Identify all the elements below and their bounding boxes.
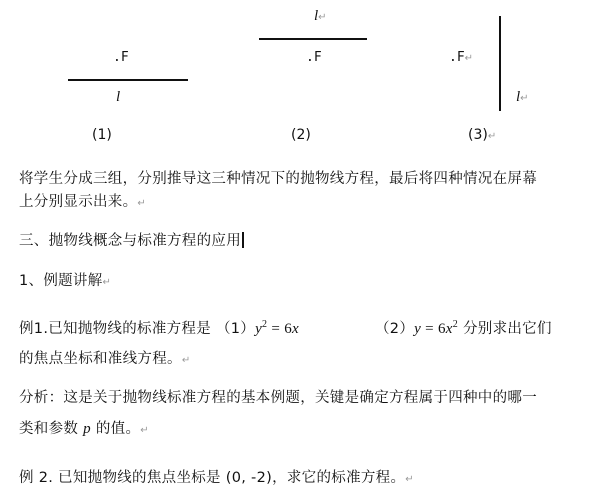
eq1-exp: 2 — [262, 319, 268, 330]
analysis-param-p: p — [83, 421, 91, 437]
example1-mid: （2） — [375, 321, 415, 337]
example1-equation1 — [255, 321, 299, 337]
figure3-caption-text: (3) — [468, 127, 488, 143]
eq2-x: x — [445, 321, 453, 337]
analysis-line1: 分析：这是关于抛物线标准方程的基本例题，关键是确定方程属于四种中的哪一 — [19, 390, 537, 406]
analysis-line2 — [19, 417, 149, 438]
section-heading — [19, 229, 244, 250]
figure1-caption: (1) — [92, 127, 112, 143]
eq1-y: y — [255, 321, 263, 337]
eq1-x: x — [292, 321, 299, 337]
paragraph-mark: ↵ — [140, 425, 149, 436]
example1-prefix: 例1.已知抛物线的标准方程是 （1） — [19, 321, 256, 337]
figure1-focus: .F — [113, 50, 129, 65]
paragraph-mark: ↵ — [405, 474, 414, 485]
example1-line1-right — [375, 317, 552, 338]
paragraph-mark: ↵ — [464, 53, 474, 64]
eq2-mid: = 6 — [421, 321, 446, 337]
paragraph-mark: ↵ — [487, 131, 497, 142]
analysis-line2-b: 的值。 — [95, 421, 141, 437]
figure3-focus — [449, 50, 473, 65]
figure3-l: l — [516, 89, 521, 105]
figure1-directrix-label: l — [116, 89, 121, 105]
figure2-l: l — [314, 8, 319, 24]
figure2-directrix-label — [314, 8, 327, 25]
example1-suffix: 分别求出它们 — [458, 321, 552, 337]
example1-line2 — [19, 347, 191, 368]
example2-text: 例 2. 已知抛物线的焦点坐标是 (0, -2)，求它的标准方程。 — [19, 470, 406, 486]
figure1-directrix — [68, 79, 188, 81]
subheading-examples — [19, 269, 111, 290]
paragraph-mark: ↵ — [318, 12, 327, 23]
example2 — [19, 466, 414, 487]
figure2-caption: (2) — [291, 127, 311, 143]
paragraph-mark: ↵ — [137, 198, 147, 209]
figure3-caption — [468, 127, 496, 143]
eq1-rhs: = 6 — [267, 321, 293, 337]
text-cursor — [242, 232, 244, 248]
figure3-focus-text: .F — [449, 50, 465, 65]
figure2-focus: .F — [306, 50, 322, 65]
analysis-line2-a: 类和参数 — [19, 421, 79, 437]
figure2-directrix — [259, 38, 367, 40]
figure3-directrix — [499, 16, 501, 111]
example1-line1 — [19, 317, 299, 338]
paragraph-intro-line2-text: 上分别显示出来。 — [19, 194, 138, 210]
paragraph-intro-line1: 将学生分成三组，分别推导这三种情况下的抛物线方程，最后将四种情况在屏幕 — [19, 171, 537, 187]
figure3-directrix-label — [516, 89, 529, 106]
paragraph-mark: ↵ — [102, 277, 112, 288]
subheading-examples-text: 1、例题讲解 — [19, 273, 103, 289]
example1-equation2 — [414, 321, 458, 337]
paragraph-mark: ↵ — [181, 355, 191, 366]
paragraph-intro-line2 — [19, 190, 146, 211]
section-heading-text: 三、抛物线概念与标准方程的应用 — [19, 233, 241, 249]
eq2-exp: 2 — [452, 319, 459, 330]
eq2-y: y — [414, 321, 422, 337]
example1-line2-text: 的焦点坐标和准线方程。 — [19, 351, 182, 367]
paragraph-mark: ↵ — [520, 93, 529, 104]
